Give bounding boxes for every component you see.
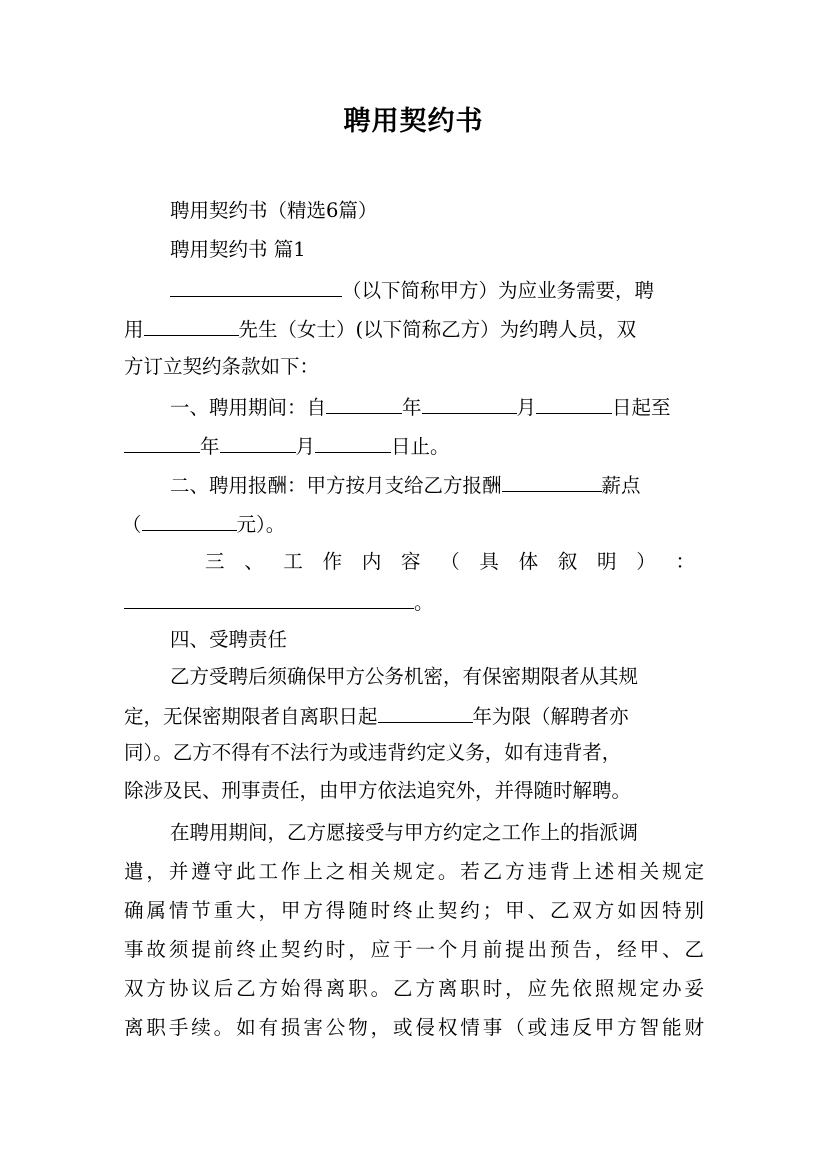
- blank-confidential-years: [378, 700, 473, 723]
- work-content-line: 。: [124, 586, 434, 618]
- work-content-heading: 三 、 工 作 内 容 （ 具 体 叙 明 ） ：: [205, 550, 695, 573]
- pay-line: （ 元）。: [122, 508, 285, 540]
- paragraph-line: 离职手续。如有损害公物，或侵权情事（或违反甲方智能财: [124, 1016, 704, 1039]
- blank-pay-amount: [142, 508, 237, 531]
- paragraph-line: 用 先生（女士）(以下简称乙方）为约聘人员，双: [124, 313, 636, 345]
- paragraph-line: 遣，并遵守此工作上之相关规定。若乙方违背上述相关规定: [124, 860, 704, 883]
- paragraph-line: 除涉及民、刑事责任，由甲方依法追究外，并得随时解聘。: [124, 779, 632, 802]
- paragraph-line: （以下简称甲方）为应业务需要，聘: [170, 274, 654, 306]
- blank-start-day: [536, 391, 612, 414]
- blank-party-b-name: [144, 313, 239, 336]
- blank-end-year: [124, 430, 200, 453]
- blank-work-content: [124, 586, 414, 609]
- paragraph-line: 确属情节重大，甲方得随时终止契约；甲、乙双方如因特别: [124, 899, 704, 922]
- paragraph-line: 同）。乙方不得有不法行为或违背约定义务，如有违背者，: [124, 741, 622, 764]
- paragraph-line: 双方协议后乙方始得离职。乙方离职时，应先依照规定办妥: [124, 977, 704, 1000]
- blank-pay-points: [502, 469, 602, 492]
- document-title: 聘用契约书: [343, 106, 484, 137]
- term-line: 年 月 日止。: [124, 430, 450, 462]
- paragraph-line: 在聘用期间，乙方愿接受与甲方约定之工作上的指派调: [170, 821, 639, 844]
- paragraph-line: 定，无保密期限者自离职日起 年为限（解聘者亦: [124, 700, 629, 732]
- blank-party-a: [170, 274, 342, 297]
- paragraph-line: 方订立契约条款如下：: [124, 355, 320, 378]
- duty-heading: 四、受聘责任: [170, 628, 288, 651]
- blank-end-day: [315, 430, 391, 453]
- term-line: 一、聘用期间：自 年 月 日起至: [170, 391, 671, 423]
- document-subtitle: 聘用契约书（精选6篇）: [170, 199, 378, 222]
- paragraph-line: 事故须提前终止契约时，应于一个月前提出预告，经甲、乙: [124, 938, 704, 961]
- section-heading: 聘用契约书 篇1: [170, 238, 306, 261]
- pay-line: 二、聘用报酬：甲方按月支给乙方报酬 薪点: [170, 469, 641, 501]
- blank-end-month: [220, 430, 296, 453]
- blank-start-month: [422, 391, 517, 414]
- paragraph-line: 乙方受聘后须确保甲方公务机密，有保密期限者从其规: [170, 665, 639, 688]
- blank-start-year: [326, 391, 402, 414]
